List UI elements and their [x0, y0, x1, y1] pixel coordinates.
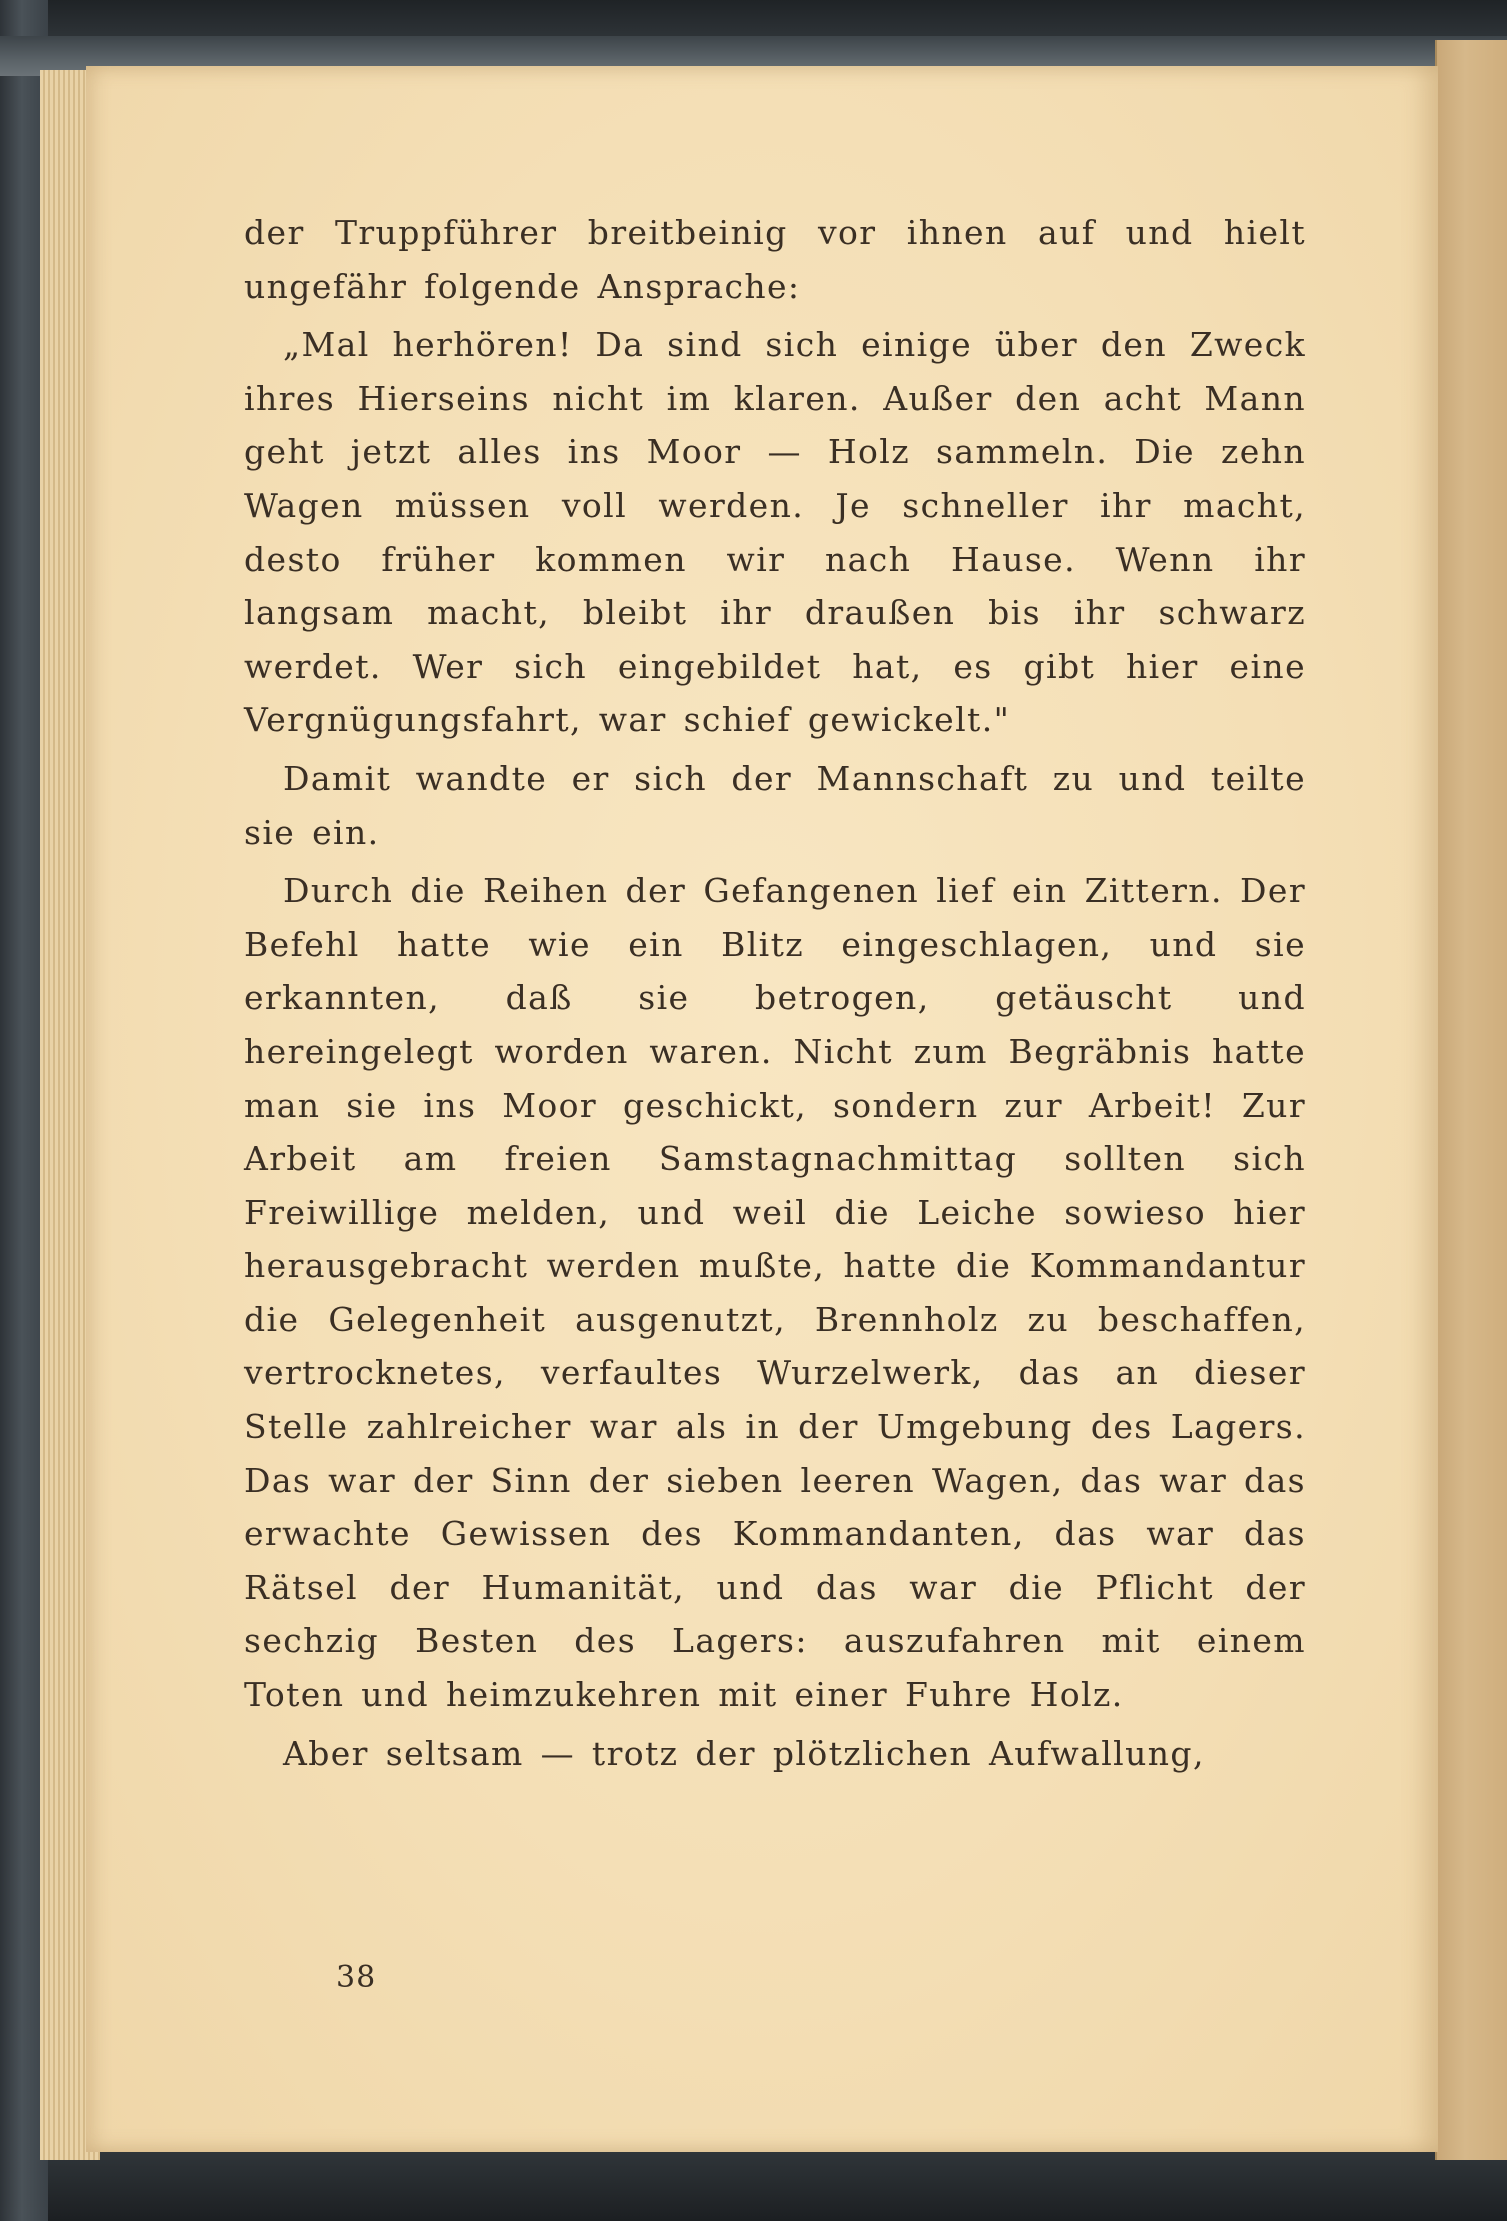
paragraph-3: Damit wandte er sich der Mannschaft zu und teilte sie ein.	[244, 758, 1306, 852]
paragraph-4: Durch die Reihen der Gefangenen lief ein Zittern. Der Befehl hatte wie ein Blitz eingeschlagen, und sie erkannten, daß sie betrogen, getäuscht und hereingelegt worden waren. Nicht zum Begräbnis hatte man sie ins Moor geschickt, sondern zur Arbeit! Zur Arbeit am freien Samstagnachmittag sollten sich Freiwillige melden, und weil die Leiche sowieso hier herausgebracht werden mußte, hatte die Kommandantur die Gelegenheit ausgenutzt, Brennholz zu beschaffen, vertrocknetes, verfaultes Wurzelwerk, das an dieser Stelle zahlreicher war als in der Umgebung des Lagers. Das war der Sinn der sieben leeren Wagen, das war das erwachte Gewissen des Kommandanten, das war das Rätsel der Humanität, und das war die Pflicht der sechzig Besten des Lagers: auszufahren mit einem Toten und heimzukehren mit einer Fuhre Holz.	[244, 871, 1306, 1715]
page-body-text	[244, 206, 1306, 1785]
paragraph-5: Aber seltsam — trotz der plötzlichen Aufwallung,	[283, 1733, 1205, 1773]
paragraph-1: der Truppführer breitbeinig vor ihnen auf und hielt ungefähr folgende Ansprache:	[244, 213, 1306, 306]
paragraph-2: „Mal herhören! Da sind sich einige über den Zweck ihres Hierseins nicht im klaren. Außer den acht Mann geht jetzt alles ins Moor — Holz sammeln. Die zehn Wagen müssen voll werden. Je schneller ihr macht, desto früher kommen wir nach Hause. Wenn ihr langsam macht, bleibt ihr draußen bis ihr schwarz werdet. Wer sich eingebildet hat, es gibt hier eine Vergnügungsfahrt, war schief gewickelt."	[244, 325, 1306, 740]
facing-page-edge	[1435, 40, 1507, 2160]
page-number: 38	[336, 1960, 377, 1995]
